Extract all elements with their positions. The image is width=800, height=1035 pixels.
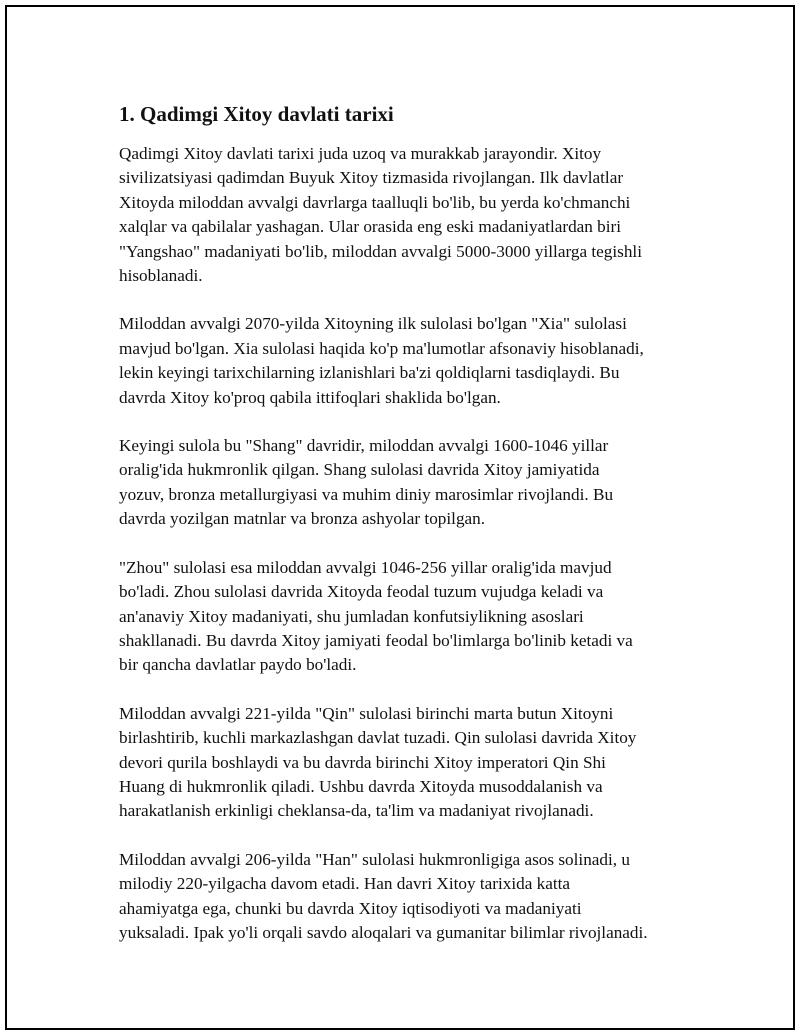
paragraph-zhou: "Zhou" sulolasi esa miloddan avvalgi 1046-256 yillar oralig'ida mavjud bo'ladi. Zhou sulolasi davrida Xitoyda feodal tuzum vujudga keladi va an'anaviy Xitoy madaniyati, shu jumladan konfutsiylikning asoslari shakllanadi. Bu davrda Xitoy jamiyati feodal bo'limlarga bo'linib ketadi va bir qancha davlatlar paydo bo'ladi. (119, 557, 633, 675)
paragraph-qin: Miloddan avvalgi 221-yilda "Qin" sulolasi birinchi marta butun Xitoyni birlashtirib, kuchli markazlashgan davlat tuzadi. Qin sulolasi davrida Xitoy devori qurila boshlaydi va bu davrda birinchi Xitoy imperatori Qin Shi Huang di hukmronlik qiladi. Ushbu davrda Xitoyda musoddalanish va harakatlanish erkinligi cheklansa-da, ta'lim va madaniyat rivojlanadi. (119, 703, 637, 821)
document-title: 1. Qadimgi Xitoy davlati tarixi (119, 102, 394, 126)
document-body (119, 100, 699, 969)
paragraph-shang: Keyingi sulola bu "Shang" davridir, miloddan avvalgi 1600-1046 yillar oralig'ida hukmronlik qilgan. Shang sulolasi davrida Xitoy jamiyatida yozuv, bronza metallurgiyasi va muhim diniy marosimlar rivojlandi. Bu davrda yozilgan matnlar va bronza ashyolar topilgan. (119, 436, 614, 529)
paragraph-yangshao: Qadimgi Xitoy davlati tarixi juda uzoq va murakkab jarayondir. Xitoy sivilizatsiyasi qadimdan Buyuk Xitoy tizmasida rivojlangan. Ilk davlatlar Xitoyda miloddan avvalgi davrlarga taalluqli bo'lib, bu yerda ko'chmanchi xalqlar va qabilalar yashagan. Ular orasida eng eski madaniyatlardan biri "Yangshao" madaniyati bo'lib, miloddan avvalgi 5000-3000 yillarga tegishli hisoblanadi. (119, 144, 642, 286)
page-frame (5, 5, 795, 1030)
paragraph-han: Miloddan avvalgi 206-yilda "Han" sulolasi hukmronligiga asos solinadi, u milodiy 220-yilgacha davom etadi. Han davri Xitoy tarixida katta ahamiyatga ega, chunki bu davrda Xitoy iqtisodiyoti va madaniyati yuksaladi. Ipak yo'li orqali savdo aloqalari va gumanitar bilimlar rivojlanadi. (119, 849, 648, 942)
paragraph-xia: Miloddan avvalgi 2070-yilda Xitoyning ilk sulolasi bo'lgan "Xia" sulolasi mavjud bo'lgan. Xia sulolasi haqida ko'p ma'lumotlar afsonaviy hisoblanadi, lekin keyingi tarixchilarning izlanishlari ba'zi qoldiqlarni tasdiqlaydi. Bu davrda Xitoy ko'proq qabila ittifoqlari shaklida bo'lgan. (119, 314, 644, 407)
